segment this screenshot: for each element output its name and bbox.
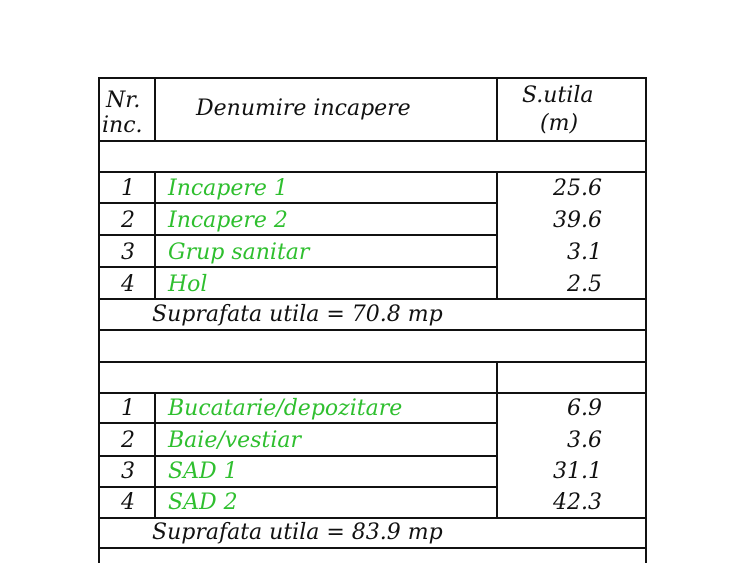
row-number: 3 (121, 240, 135, 265)
total-area: Suprafata utila = 70.8 mp (152, 302, 443, 327)
row-divider (98, 234, 498, 236)
row-divider (98, 422, 498, 424)
col-divider (496, 361, 498, 392)
room-name: Baie/vestiar (168, 428, 301, 453)
header-area-line2: (m) (540, 111, 579, 136)
row-divider (98, 329, 647, 331)
row-number: 2 (121, 208, 135, 233)
row-divider (98, 547, 647, 549)
room-area: 2.5 (567, 272, 602, 297)
room-area: 42.3 (553, 490, 602, 515)
row-divider (98, 517, 647, 519)
room-area: 39.6 (553, 208, 602, 233)
row-divider (98, 486, 498, 488)
row-number: 4 (121, 490, 135, 515)
row-number: 3 (121, 459, 135, 484)
room-area: 31.1 (553, 459, 602, 484)
col-divider (154, 77, 156, 140)
room-name: SAD 1 (168, 459, 238, 484)
row-number: 2 (121, 428, 135, 453)
header-nr-line1: Nr. (106, 88, 141, 113)
table-border-right (645, 77, 647, 563)
header-room-name: Denumire incapere (196, 96, 411, 121)
total-area: Suprafata utila = 83.9 mp (152, 520, 443, 545)
table-border-left (98, 77, 100, 563)
room-name: Incapere 2 (168, 208, 288, 233)
row-divider (98, 266, 498, 268)
header-divider (98, 140, 647, 142)
row-divider (98, 361, 647, 363)
row-divider (98, 392, 647, 394)
room-name: Bucatarie/depozitare (168, 396, 403, 421)
header-nr-line2: inc. (102, 113, 143, 138)
header-area-line1: S.utila (522, 83, 594, 108)
row-divider (98, 171, 647, 173)
row-number: 1 (121, 176, 135, 201)
row-divider (98, 455, 498, 457)
col-divider (496, 77, 498, 140)
room-name: Hol (168, 272, 208, 297)
room-area: 3.6 (567, 428, 602, 453)
table-border-top (98, 77, 647, 79)
row-divider (98, 202, 498, 204)
room-area: 3.1 (567, 240, 602, 265)
room-name: Grup sanitar (168, 240, 310, 265)
room-name: SAD 2 (168, 490, 238, 515)
row-number: 4 (121, 272, 135, 297)
room-name: Incapere 1 (168, 176, 288, 201)
room-area: 6.9 (567, 396, 602, 421)
room-area-table (98, 77, 647, 563)
room-area: 25.6 (553, 176, 602, 201)
row-number: 1 (121, 396, 135, 421)
row-divider (98, 298, 647, 300)
